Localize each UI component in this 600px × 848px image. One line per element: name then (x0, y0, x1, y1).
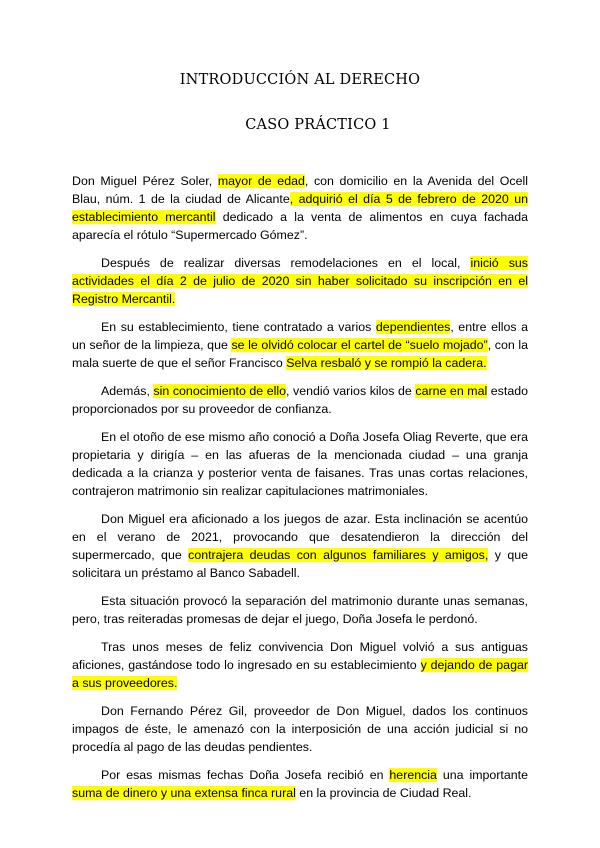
text-segment: Don Miguel Pérez Soler, (72, 174, 218, 188)
paragraph (72, 318, 528, 372)
text-segment: Esta situación provocó la separación del matrimonio durante unas semanas, pero, tras reiteradas promesas de dejar el juego, Doña Josefa le perdonó. (72, 594, 528, 626)
text-segment: , con la mala suerte de que el señor Francisco (72, 338, 528, 370)
paragraph (72, 382, 528, 418)
text-segment: Tras unos meses de feliz convivencia Don Miguel volvió a sus antiguas aficiones, gastándose todo lo ingresado en su establecimiento (72, 640, 528, 672)
text-segment: Además, (101, 384, 154, 398)
text-segment: En su establecimiento, tiene contratado a varios (101, 320, 376, 334)
text-segment: una importante (436, 768, 528, 782)
text-segment: En el otoño de ese mismo año conoció a Doña Josefa Oliag Reverte, que era propietaria y dirigía – en las afueras de la mencionada ciudad – una granja dedicada a la crianza y posterior venta de faisanes. Tras unas cortas relaciones, contrajeron matrimonio sin realizar capitulaciones matrimoniales. (72, 430, 528, 498)
highlighted-text: suma de dinero y una extensa finca rural (72, 786, 296, 800)
text-segment: y que solicitara un préstamo al Banco Sabadell. (72, 548, 528, 580)
text-segment: , con domicilio en la Avenida del Ocell Blau, núm. 1 de la ciudad de Alicante (72, 174, 528, 206)
paragraph (72, 638, 528, 692)
paragraph (72, 510, 528, 582)
paragraph (72, 766, 528, 802)
text-segment: Por esas mismas fechas Doña Josefa recibió en (101, 768, 390, 782)
paragraph (72, 254, 528, 308)
highlighted-text: herencia (389, 768, 437, 782)
highlighted-text: mayor de edad (217, 174, 305, 188)
paragraph (72, 428, 528, 500)
text-segment: estado proporcionados por su proveedor de confianza. (72, 384, 528, 416)
highlighted-text: sin conocimiento de ello (153, 384, 287, 398)
highlighted-text: Selva resbaló y se rompió la cadera. (286, 356, 487, 370)
text-segment: dedicado a la venta de alimentos en cuya fachada aparecía el rótulo “Supermercado Gómez”. (72, 210, 528, 242)
document-subtitle: CASO PRÁCTICO 1 (245, 117, 391, 133)
paragraph (72, 592, 528, 628)
document-title: INTRODUCCIÓN AL DERECHO (179, 72, 421, 88)
paragraph (72, 172, 528, 244)
document-body (72, 172, 528, 812)
text-segment: Don Miguel era aficionado a los juegos de azar. Esta inclinación se acentúo en el verano de 2021, provocando que desatendieron la dirección del supermercado, que (72, 512, 528, 562)
text-segment: Don Fernando Pérez Gil, proveedor de Don Miguel, dados los continuos impagos de éste, le amenazó con la interposición de una acción judicial si no procedía al pago de las deudas pendientes. (72, 704, 528, 754)
highlighted-text: se le olvidó colocar el cartel de “suelo mojado” (231, 338, 488, 352)
text-segment: , entre ellos a un señor de la limpieza, que (72, 320, 528, 352)
highlighted-text: carne en mal (415, 384, 488, 398)
text-segment: en la provincia de Ciudad Real. (295, 786, 472, 800)
highlighted-text: y dejando de pagar a sus proveedores. (72, 658, 528, 690)
paragraph (72, 702, 528, 756)
text-segment: Después de realizar diversas remodelaciones en el local, (101, 256, 471, 270)
text-segment: , vendió varios kilos de (286, 384, 416, 398)
highlighted-text: dependientes (375, 320, 451, 334)
highlighted-text: contrajera deudas con algunos familiares y amigos, (188, 548, 489, 562)
highlighted-text: , adquirió el día 5 de febrero de 2020 un establecimiento mercantil (72, 192, 528, 224)
highlighted-text: inició sus actividades el día 2 de julio de 2020 sin haber solicitado su inscripción en el Registro Mercantil. (72, 256, 528, 306)
